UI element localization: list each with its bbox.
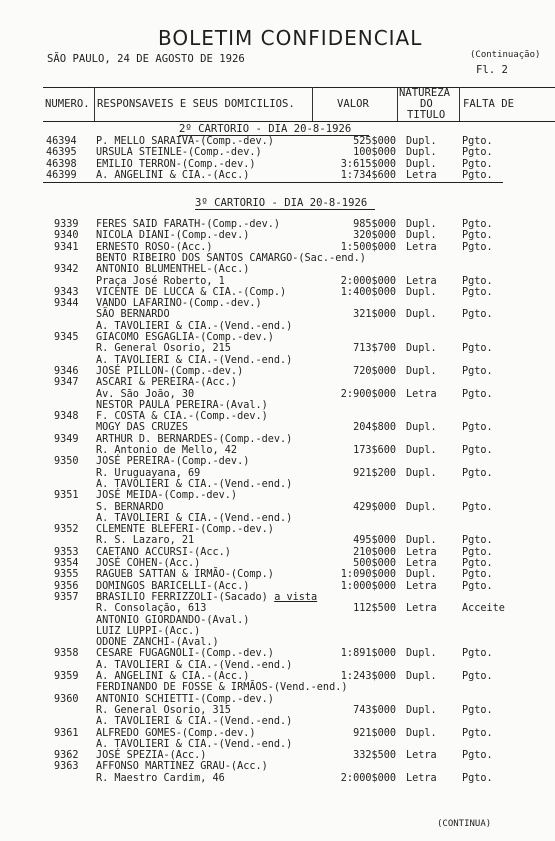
row-number: 9340 bbox=[54, 230, 79, 242]
row-valor: 2:000$000 bbox=[340, 772, 396, 784]
row-falta: Pgto. bbox=[462, 569, 493, 581]
row-responsavel: JOSÉ COHEN-(Acc.) bbox=[96, 558, 201, 569]
table-row bbox=[0, 535, 555, 546]
table-row bbox=[0, 321, 555, 332]
row-natureza: Dupl. bbox=[406, 727, 437, 739]
row-falta: Pgto. bbox=[462, 501, 493, 513]
row-valor: 985$000 bbox=[353, 219, 396, 230]
row-valor: 921$200 bbox=[353, 467, 396, 479]
table-row bbox=[0, 490, 555, 501]
row-valor: 713$700 bbox=[353, 343, 396, 355]
row-falta: Pgto. bbox=[462, 467, 493, 479]
table-row bbox=[0, 355, 555, 366]
row-responsavel: CLEMENTE BLEFERI-(Comp.-dev.) bbox=[96, 524, 274, 536]
table-row bbox=[0, 524, 555, 535]
row-valor: 1:500$000 bbox=[340, 241, 396, 253]
row-responsavel: ODONE ZANCHI-(Aval.) bbox=[96, 637, 219, 649]
row-responsavel: A. TAVOLIERI & CIA.-(Vend.-end.) bbox=[96, 716, 293, 728]
table-row bbox=[0, 615, 555, 626]
row-responsavel: A. TAVOLIERI & CIA.-(Vend.-end.) bbox=[96, 478, 293, 490]
row-responsavel: VICENTE DE LUCCA & CIA.-(Comp.) bbox=[96, 286, 287, 298]
row-falta: Pgto. bbox=[462, 169, 493, 181]
row-falta: Pgto. bbox=[462, 546, 493, 558]
row-number: 46394 bbox=[46, 136, 77, 147]
section3-heading-underline bbox=[195, 209, 375, 210]
row-falta: Pgto. bbox=[462, 147, 493, 159]
row-falta: Pgto. bbox=[462, 535, 493, 547]
row-responsavel: R. Uruguayana, 69 bbox=[96, 467, 201, 479]
row-falta: Pgto. bbox=[462, 275, 493, 287]
row-number: 9345 bbox=[54, 332, 79, 343]
row-natureza: Dupl. bbox=[406, 309, 437, 321]
row-valor: 1:090$000 bbox=[340, 569, 396, 581]
row-natureza: Dupl. bbox=[406, 671, 437, 682]
row-valor: 210$000 bbox=[353, 546, 396, 558]
row-responsavel: R. General Osorio, 315 bbox=[96, 704, 231, 716]
row-responsavel: A. TAVOLIERI & CIA.-(Vend.-end.) bbox=[96, 738, 293, 750]
row-valor: 321$000 bbox=[353, 309, 396, 321]
row-responsavel: R. Consolação, 613 bbox=[96, 603, 207, 615]
row-responsavel: FERES SAID FARATH-(Comp.-dev.) bbox=[96, 219, 281, 230]
table-row bbox=[0, 253, 555, 264]
row-number: 9347 bbox=[54, 377, 79, 389]
row-responsavel: R. General Osorio, 215 bbox=[96, 343, 231, 355]
row-extra-note: a vista bbox=[274, 591, 318, 603]
table-row bbox=[0, 136, 555, 147]
row-valor: 100$000 bbox=[353, 147, 396, 159]
table-row bbox=[0, 445, 555, 456]
row-number: 9350 bbox=[54, 456, 79, 468]
row-valor: 173$600 bbox=[353, 445, 396, 456]
row-responsavel: A. ANGELINI & CIA.-(Acc.) bbox=[96, 671, 250, 682]
table-row bbox=[0, 456, 555, 467]
row-valor: 429$000 bbox=[353, 501, 396, 513]
row-natureza: Dupl. bbox=[406, 230, 437, 242]
row-responsavel: SÃO BERNARDO bbox=[96, 309, 170, 321]
table-row bbox=[0, 671, 555, 682]
row-falta: Pgto. bbox=[462, 365, 493, 377]
table-row bbox=[0, 422, 555, 433]
row-natureza: Letra bbox=[406, 580, 437, 592]
row-number: 9342 bbox=[54, 264, 79, 276]
row-responsavel: VANDO LAFARINO-(Comp.-dev.) bbox=[96, 298, 262, 310]
row-responsavel: A. TAVOLIERI & CIA.-(Vend.-end.) bbox=[96, 320, 293, 332]
col-divider-3 bbox=[397, 87, 398, 121]
row-natureza: Dupl. bbox=[406, 467, 437, 479]
table-row bbox=[0, 761, 555, 772]
row-valor: 320$000 bbox=[353, 230, 396, 242]
table-row bbox=[0, 332, 555, 343]
table-row bbox=[0, 309, 555, 320]
row-natureza: Letra bbox=[406, 275, 437, 287]
table-row bbox=[0, 400, 555, 411]
row-valor: 1:400$000 bbox=[340, 286, 396, 298]
row-responsavel: ALFREDO GOMES-(Comp.-dev.) bbox=[96, 727, 256, 739]
table-row bbox=[0, 287, 555, 298]
continua-label: (CONTINUA) bbox=[437, 819, 492, 829]
row-valor: 500$000 bbox=[353, 558, 396, 569]
row-number: 46399 bbox=[46, 169, 77, 181]
row-responsavel: BRASILIO FERRIZZOLI-(Sacado) bbox=[96, 591, 268, 603]
table-row bbox=[0, 648, 555, 659]
table-row bbox=[0, 389, 555, 400]
row-responsavel: R. S. Lazaro, 21 bbox=[96, 535, 195, 547]
table-row bbox=[0, 739, 555, 750]
row-responsavel: CESARE FUGAGNOLI-(Comp.-dev.) bbox=[96, 648, 274, 660]
row-natureza: Letra bbox=[406, 603, 437, 615]
row-falta: Pgto. bbox=[462, 580, 493, 592]
row-responsavel: DOMINGOS BARICELLI-(Acc.) bbox=[96, 580, 250, 592]
row-valor: 204$800 bbox=[353, 422, 396, 434]
row-valor: 921$000 bbox=[353, 727, 396, 739]
header-bottom-rule bbox=[43, 121, 555, 122]
table-row bbox=[0, 513, 555, 524]
table-row bbox=[0, 298, 555, 309]
row-responsavel: FERDINANDO DE FOSSE & IRMÃOS-(Vend.-end.) bbox=[96, 682, 348, 694]
row-falta: Pgto. bbox=[462, 241, 493, 253]
row-responsavel: P. MELLO SARAIVA-(Comp.-dev.) bbox=[96, 136, 274, 147]
row-number: 46398 bbox=[46, 158, 77, 170]
col-divider-1 bbox=[94, 87, 95, 121]
table-row bbox=[0, 264, 555, 275]
table-row bbox=[0, 728, 555, 739]
row-falta: Pgto. bbox=[462, 671, 493, 682]
table-row bbox=[0, 366, 555, 377]
document-title: BOLETIM CONFIDENCIAL bbox=[158, 26, 423, 50]
row-responsavel: JOSÉ MEIDA-(Comp.-dev.) bbox=[96, 490, 238, 502]
row-valor: 3:615$000 bbox=[340, 158, 396, 170]
row-number: 9361 bbox=[54, 727, 79, 739]
row-falta: Pgto. bbox=[462, 219, 493, 230]
row-number: 9362 bbox=[54, 750, 79, 762]
row-responsavel: A. TAVOLIERI & CIA.-(Vend.-end.) bbox=[96, 512, 293, 524]
col-header-valor: VALOR bbox=[337, 98, 369, 110]
row-responsavel: JOSÉ SPEZIA-(Acc.) bbox=[96, 750, 207, 762]
table-row bbox=[0, 716, 555, 727]
row-natureza: Dupl. bbox=[406, 286, 437, 298]
row-number: 9352 bbox=[54, 524, 79, 536]
row-falta: Pgto. bbox=[462, 558, 493, 569]
row-responsavel: MOGY DAS CRUZES bbox=[96, 422, 189, 434]
col-divider-2 bbox=[312, 87, 313, 121]
row-responsavel: ASCARI & PEREIRA-(Acc.) bbox=[96, 377, 238, 389]
city-date: SÃO PAULO, 24 DE AGOSTO DE 1926 bbox=[47, 53, 245, 65]
row-responsavel: JOSÉ PEREIRA-(Comp.-dev.) bbox=[96, 456, 250, 468]
row-responsavel: A. ANGELINI & CIA.-(Acc.) bbox=[96, 169, 250, 181]
table-row bbox=[0, 377, 555, 388]
row-natureza: Dupl. bbox=[406, 343, 437, 355]
table-row bbox=[0, 773, 555, 784]
row-natureza: Letra bbox=[406, 558, 437, 569]
row-number: 9348 bbox=[54, 411, 79, 423]
row-responsavel: JOSÉ PILLON-(Comp.-dev.) bbox=[96, 365, 244, 377]
row-natureza: Letra bbox=[406, 388, 437, 400]
row-responsavel: Av. São João, 30 bbox=[96, 388, 195, 400]
row-natureza: Dupl. bbox=[406, 535, 437, 547]
table-row bbox=[0, 479, 555, 490]
row-falta: Pgto. bbox=[462, 422, 493, 434]
row-falta: Pgto. bbox=[462, 648, 493, 660]
row-responsavel: ANTONIO BLUMENTHEL-(Acc.) bbox=[96, 264, 250, 276]
row-responsavel: S. BERNARDO bbox=[96, 501, 164, 513]
row-falta: Pgto. bbox=[462, 704, 493, 716]
row-falta: Pgto. bbox=[462, 136, 493, 147]
table-row bbox=[0, 660, 555, 671]
section2-bottom-rule bbox=[43, 182, 503, 183]
col-divider-4 bbox=[459, 87, 460, 121]
col-header-numero: NUMERO. bbox=[45, 98, 90, 110]
header-top-rule bbox=[43, 87, 555, 88]
col-header-natureza-3: TITULO bbox=[407, 109, 446, 121]
row-responsavel: EMILIO TERRON-(Comp.-dev.) bbox=[96, 158, 256, 170]
row-valor: 1:000$000 bbox=[340, 580, 396, 592]
table-row bbox=[0, 581, 555, 592]
col-header-responsaveis: RESPONSAVEIS E SEUS DOMICILIOS. bbox=[97, 98, 295, 110]
row-natureza: Dupl. bbox=[406, 136, 437, 147]
row-natureza: Letra bbox=[406, 772, 437, 784]
row-number: 9360 bbox=[54, 693, 79, 705]
row-valor: 1:891$000 bbox=[340, 648, 396, 660]
row-natureza: Dupl. bbox=[406, 501, 437, 513]
row-responsavel: GIACOMO ESGAGLIA-(Comp.-dev.) bbox=[96, 332, 274, 343]
row-natureza: Letra bbox=[406, 750, 437, 762]
row-responsavel: CAETANO ACCURSI-(Acc.) bbox=[96, 546, 231, 558]
table-row bbox=[0, 705, 555, 716]
table-row bbox=[0, 242, 555, 253]
row-number: 9358 bbox=[54, 648, 79, 660]
row-natureza: Dupl. bbox=[406, 422, 437, 434]
row-responsavel: NICOLA DIANI-(Comp.-dev.) bbox=[96, 230, 250, 242]
row-responsavel: ANTONIO SCHIETTI-(Comp.-dev.) bbox=[96, 693, 274, 705]
row-natureza: Dupl. bbox=[406, 704, 437, 716]
table-row bbox=[0, 558, 555, 569]
row-responsavel: RAGUEB SATTAN & IRMÃO-(Comp.) bbox=[96, 569, 274, 581]
table-row bbox=[0, 276, 555, 287]
row-responsavel: ARTHUR D. BERNARDES-(Comp.-dev.) bbox=[96, 433, 293, 445]
row-number: 9356 bbox=[54, 580, 79, 592]
row-valor: 112$500 bbox=[353, 603, 396, 615]
table-row bbox=[0, 592, 555, 603]
row-valor: 2:000$000 bbox=[340, 275, 396, 287]
row-number: 9343 bbox=[54, 286, 79, 298]
row-responsavel: R. Antonio de Mello, 42 bbox=[96, 445, 238, 456]
table-row bbox=[0, 411, 555, 422]
continuation-stamp: (Continuação) bbox=[470, 50, 541, 60]
row-natureza: Letra bbox=[406, 546, 437, 558]
row-natureza: Dupl. bbox=[406, 648, 437, 660]
row-natureza: Dupl. bbox=[406, 569, 437, 581]
row-valor: 332$500 bbox=[353, 750, 396, 762]
row-natureza: Dupl. bbox=[406, 147, 437, 159]
section2-heading: 2º CARTORIO - DIA 20-8-1926 bbox=[179, 123, 352, 135]
table-row bbox=[0, 694, 555, 705]
table-row bbox=[0, 603, 555, 614]
row-responsavel: ERNESTO ROSO-(Acc.) bbox=[96, 241, 213, 253]
row-falta: Pgto. bbox=[462, 309, 493, 321]
row-valor: 720$000 bbox=[353, 365, 396, 377]
row-responsavel: A. TAVOLIERI & CIA.-(Vend.-end.) bbox=[96, 354, 293, 366]
table-row bbox=[0, 434, 555, 445]
row-responsavel: AFFONSO MARTINEZ GRAU-(Acc.) bbox=[96, 761, 268, 773]
row-falta: Pgto. bbox=[462, 772, 493, 784]
row-number: 9355 bbox=[54, 569, 79, 581]
row-responsavel: URSULA STEINLE-(Comp.-dev.) bbox=[96, 147, 262, 159]
row-natureza: Letra bbox=[406, 241, 437, 253]
table-row bbox=[0, 159, 555, 170]
row-number: 9359 bbox=[54, 671, 79, 682]
row-falta: Pgto. bbox=[462, 750, 493, 762]
row-valor: 743$000 bbox=[353, 704, 396, 716]
row-falta: Pgto. bbox=[462, 343, 493, 355]
row-number: 9354 bbox=[54, 558, 79, 569]
col-header-natureza-2: DO bbox=[420, 98, 433, 110]
row-responsavel: Praça José Roberto, 1 bbox=[96, 275, 225, 287]
row-responsavel: R. Maestro Cardim, 46 bbox=[96, 772, 225, 784]
row-number: 46395 bbox=[46, 147, 77, 159]
table-row bbox=[0, 170, 555, 181]
row-falta: Pgto. bbox=[462, 445, 493, 456]
table-row bbox=[0, 230, 555, 241]
row-responsavel: F. COSTA & CIA.-(Comp.-dev.) bbox=[96, 411, 268, 423]
section3-heading: 3º CARTORIO - DIA 20-8-1926 bbox=[195, 197, 368, 209]
row-number: 9349 bbox=[54, 433, 79, 445]
row-valor: 2:900$000 bbox=[340, 388, 396, 400]
table-row bbox=[0, 468, 555, 479]
table-row bbox=[0, 750, 555, 761]
table-row bbox=[0, 147, 555, 158]
row-natureza: Letra bbox=[406, 169, 437, 181]
table-row bbox=[0, 502, 555, 513]
row-falta: Pgto. bbox=[462, 286, 493, 298]
row-number: 9344 bbox=[54, 298, 79, 310]
row-natureza: Dupl. bbox=[406, 158, 437, 170]
row-valor: 525$000 bbox=[353, 136, 396, 147]
table-row bbox=[0, 343, 555, 354]
row-natureza: Dupl. bbox=[406, 219, 437, 230]
row-valor: 1:243$000 bbox=[340, 671, 396, 682]
row-number: 9346 bbox=[54, 365, 79, 377]
table-row bbox=[0, 637, 555, 648]
row-responsavel: LUIZ LUPPI-(Acc.) bbox=[96, 625, 201, 637]
row-number: 9357 bbox=[54, 591, 79, 603]
table-row bbox=[0, 547, 555, 558]
table-row bbox=[0, 219, 555, 230]
row-number: 9339 bbox=[54, 219, 79, 230]
table-row bbox=[0, 626, 555, 637]
col-header-natureza-1: NATUREZA bbox=[399, 87, 451, 99]
row-falta: Pgto. bbox=[462, 388, 493, 400]
table-row bbox=[0, 682, 555, 693]
row-natureza: Dupl. bbox=[406, 365, 437, 377]
row-falta: Acceite bbox=[462, 603, 505, 615]
row-natureza: Dupl. bbox=[406, 445, 437, 456]
row-number: 9353 bbox=[54, 546, 79, 558]
row-number: 9341 bbox=[54, 241, 79, 253]
table-row bbox=[0, 569, 555, 580]
row-responsavel: A. TAVOLIERI & CIA.-(Vend.-end.) bbox=[96, 659, 293, 671]
row-valor: 1:734$600 bbox=[340, 169, 396, 181]
row-responsavel: NESTOR PAULA PEREIRA-(Aval.) bbox=[96, 399, 268, 411]
row-valor: 495$000 bbox=[353, 535, 396, 547]
row-falta: Pgto. bbox=[462, 230, 493, 242]
sheet-number: Fl. 2 bbox=[476, 64, 508, 76]
row-number: 9363 bbox=[54, 761, 79, 773]
row-responsavel: ANTONIO GIORDANDO-(Aval.) bbox=[96, 614, 250, 626]
row-number: 9351 bbox=[54, 490, 79, 502]
row-responsavel: BENTO RIBEIRO DOS SANTOS CAMARGO-(Sac.-end.) bbox=[96, 252, 366, 264]
row-falta: Pgto. bbox=[462, 158, 493, 170]
row-falta: Pgto. bbox=[462, 727, 493, 739]
col-header-falta: FALTA DE bbox=[463, 98, 515, 110]
